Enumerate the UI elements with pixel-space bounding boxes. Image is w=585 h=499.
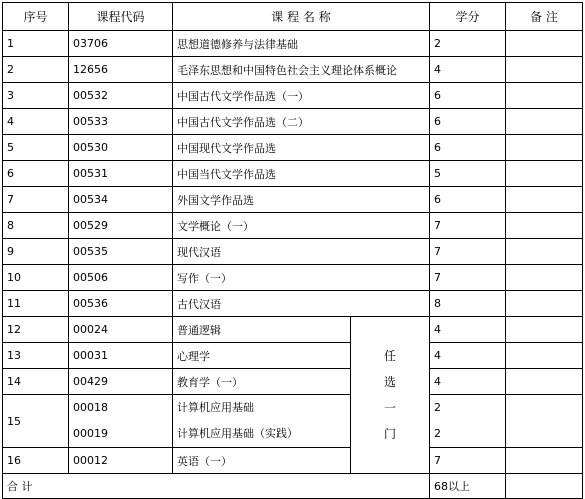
table-row: [3, 343, 583, 369]
total-credit: 68以上: [430, 474, 506, 499]
cell-name: 外国文学作品选: [173, 187, 430, 213]
table-row: [3, 161, 583, 187]
cell-remark: [506, 31, 583, 57]
cell-credit: 2: [434, 427, 442, 440]
cell-remark: [506, 265, 583, 291]
table-row: [3, 31, 583, 57]
table-row: [3, 239, 583, 265]
cell-credit: 4: [430, 369, 506, 395]
cell-name: 心理学: [173, 343, 351, 369]
cell-code: 00530: [69, 135, 173, 161]
table-row: [3, 213, 583, 239]
elective-label-char: 门: [384, 427, 397, 441]
cell-seq: 15: [3, 395, 69, 448]
cell-credit: 7: [430, 265, 506, 291]
cell-code: 00536: [69, 291, 173, 317]
cell-name-multi: [173, 395, 351, 448]
cell-seq: 11: [3, 291, 69, 317]
cell-name: 毛泽东思想和中国特色社会主义理论体系概论: [173, 57, 430, 83]
cell-credit-multi: [430, 395, 506, 448]
elective-label-char: 任: [384, 349, 397, 363]
cell-code-multi: [69, 395, 173, 448]
cell-name: 英语（一）: [173, 448, 351, 474]
cell-seq: 1: [3, 31, 69, 57]
cell-credit: 6: [430, 187, 506, 213]
cell-remark: [506, 343, 583, 369]
header-credit: 学分: [430, 3, 506, 31]
cell-code: 00018: [73, 401, 108, 414]
cell-remark: [506, 135, 583, 161]
cell-seq: 5: [3, 135, 69, 161]
cell-remark: [506, 161, 583, 187]
cell-name: 计算机应用基础: [177, 401, 254, 414]
cell-code: 00031: [69, 343, 173, 369]
cell-remark: [506, 369, 583, 395]
cell-name: 文学概论（一）: [173, 213, 430, 239]
cell-name: 中国古代文学作品选（一）: [173, 83, 430, 109]
cell-remark: [506, 213, 583, 239]
table-row: [3, 448, 583, 474]
cell-code: 00532: [69, 83, 173, 109]
cell-seq: 4: [3, 109, 69, 135]
cell-seq: 10: [3, 265, 69, 291]
cell-credit: 4: [430, 343, 506, 369]
table-row: [3, 369, 583, 395]
cell-seq: 9: [3, 239, 69, 265]
cell-name: 中国当代文学作品选: [173, 161, 430, 187]
cell-remark: [506, 291, 583, 317]
elective-group-label: [351, 317, 430, 474]
cell-credit: 7: [430, 448, 506, 474]
cell-code: 00529: [69, 213, 173, 239]
cell-remark: [506, 109, 583, 135]
header-seq: 序号: [3, 3, 69, 31]
cell-code: 00535: [69, 239, 173, 265]
cell-remark: [506, 474, 583, 499]
table-row: [3, 291, 583, 317]
cell-code: 12656: [69, 57, 173, 83]
cell-code: 00533: [69, 109, 173, 135]
cell-seq: 7: [3, 187, 69, 213]
header-remark: 备 注: [506, 3, 583, 31]
table-row: [3, 317, 583, 343]
elective-label-char: 一: [384, 401, 397, 415]
header-name: 课 程 名 称: [173, 3, 430, 31]
cell-credit: 7: [430, 213, 506, 239]
cell-credit: 6: [430, 83, 506, 109]
cell-code: 00429: [69, 369, 173, 395]
total-label: 合 计: [3, 474, 430, 499]
cell-name: 中国古代文学作品选（二）: [173, 109, 430, 135]
cell-credit: 7: [430, 239, 506, 265]
table-row: [3, 395, 583, 448]
header-code: 课程代码: [69, 3, 173, 31]
cell-seq: 6: [3, 161, 69, 187]
table-row: [3, 187, 583, 213]
cell-remark: [506, 187, 583, 213]
cell-seq: 14: [3, 369, 69, 395]
cell-remark: [506, 395, 583, 448]
cell-seq: 13: [3, 343, 69, 369]
cell-credit: 2: [434, 401, 442, 414]
elective-label-char: 选: [384, 375, 397, 389]
cell-remark: [506, 317, 583, 343]
table-row: [3, 135, 583, 161]
cell-name: 古代汉语: [173, 291, 430, 317]
cell-remark: [506, 448, 583, 474]
cell-credit: 6: [430, 135, 506, 161]
cell-remark: [506, 239, 583, 265]
cell-seq: 8: [3, 213, 69, 239]
cell-code: 00024: [69, 317, 173, 343]
cell-credit: 5: [430, 161, 506, 187]
cell-code: 03706: [69, 31, 173, 57]
course-table: [2, 2, 583, 499]
cell-code: 00506: [69, 265, 173, 291]
cell-credit: 4: [430, 317, 506, 343]
cell-code: 00534: [69, 187, 173, 213]
cell-name: 现代汉语: [173, 239, 430, 265]
cell-seq: 16: [3, 448, 69, 474]
cell-name: 写作（一）: [173, 265, 430, 291]
cell-name: 教育学（一）: [173, 369, 351, 395]
cell-code: 00012: [69, 448, 173, 474]
cell-name: 中国现代文学作品选: [173, 135, 430, 161]
table-row: [3, 265, 583, 291]
cell-seq: 3: [3, 83, 69, 109]
cell-name: 普通逻辑: [173, 317, 351, 343]
cell-remark: [506, 57, 583, 83]
total-row: [3, 474, 583, 499]
cell-code: 00019: [73, 427, 108, 440]
cell-name: 思想道德修养与法律基础: [173, 31, 430, 57]
cell-credit: 8: [430, 291, 506, 317]
cell-code: 00531: [69, 161, 173, 187]
cell-name: 计算机应用基础（实践）: [177, 427, 298, 440]
table-row: [3, 57, 583, 83]
table-row: [3, 83, 583, 109]
cell-seq: 12: [3, 317, 69, 343]
cell-credit: 4: [430, 57, 506, 83]
table-row: [3, 109, 583, 135]
cell-remark: [506, 83, 583, 109]
cell-credit: 2: [430, 31, 506, 57]
cell-seq: 2: [3, 57, 69, 83]
cell-credit: 6: [430, 109, 506, 135]
header-row: [3, 3, 583, 31]
